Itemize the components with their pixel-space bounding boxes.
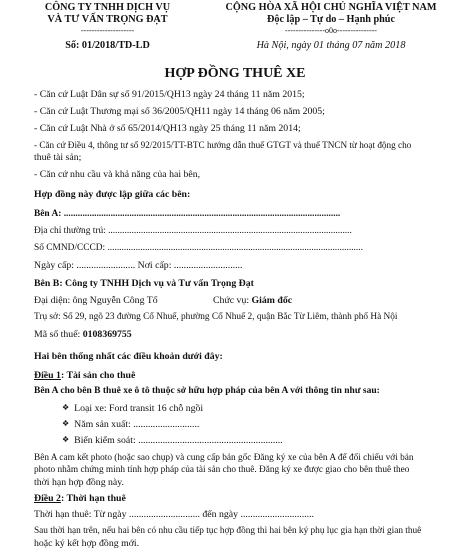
company-name-line1: CÔNG TY TNHH DỊCH VỤ (44, 2, 171, 13)
document-number: Số: 01/2018/TD-LD (65, 40, 150, 51)
article-1-paragraph: Bên A cam kết photo (hoặc sao chụp) và cung cấp bản gốc Đăng ký xe của bên A để đối chiếu với bản (34, 453, 414, 463)
asset-item-text: Loại xe: Ford transit 16 chỗ ngồi (74, 403, 204, 414)
contract-title: HỢP ĐỒNG THUÊ XE (164, 66, 306, 81)
place-and-date: Hà Nội, ngày 01 tháng 07 năm 2018 (256, 40, 406, 51)
company-rule: -------------------- (80, 26, 135, 35)
party-a-heading: Bên A: ...................................................................................................................... (34, 209, 341, 219)
party-b-heading: Bên B: Công ty TNHH Dịch vụ và Tư vấn Trọng Đạt (34, 278, 254, 289)
article-2-term: Thời hạn thuê: Từ ngày ............................. đến ngày .............................. (34, 509, 314, 520)
basis-line: - Căn cứ nhu cầu và khả năng của hai bên, (34, 169, 201, 180)
tax-label: Mã số thuế: (34, 329, 83, 340)
national-rule: ---------------o0o--------------- (285, 26, 377, 35)
article-1-heading (34, 370, 135, 381)
asset-item-text: Biển kiểm soát: ........................................................... (74, 435, 283, 446)
asset-item (62, 435, 283, 446)
article-2-paragraph: hoặc ký kết hợp đồng mới. (34, 538, 140, 549)
agreement-intro: Hai bên thống nhất các điều khoản dưới đây: (34, 351, 223, 362)
role-label: Chức vụ: (213, 295, 252, 306)
basis-line: thuê tài sản; (34, 152, 82, 163)
rep-name: Nguyễn Công Tố (89, 295, 158, 306)
party-b-representative (34, 295, 158, 306)
article-1-title: : Tài sản cho thuê (60, 370, 136, 381)
party-a-issue: Ngày cấp: ........................ Nơi cấp: ............................ (34, 260, 243, 271)
party-b-role (213, 295, 292, 306)
article-2-paragraph: Sau thời hạn trên, nếu hai bên có nhu cầu tiếp tục hợp đồng thì hai bên ký phụ lục gia hạn thời gian thuê (34, 526, 422, 536)
company-name-line2: VÀ TƯ VẤN TRỌNG ĐẠT (47, 14, 168, 25)
parties-intro: Hợp đồng này được lập giữa các bên: (34, 189, 191, 200)
article-1-label: Điều 1 (34, 370, 61, 381)
article-1-paragraph: thời hạn hợp đồng này. (34, 477, 124, 488)
basis-line: - Căn cứ Điều 4, thông tư số 92/2015/TT-BTC hướng dẫn thuế GTGT và thuế TNCN từ hoạt động cho (34, 140, 412, 150)
basis-line: - Căn cứ Luật Dân sự số 91/2015/QH13 ngày 24 tháng 11 năm 2015; (34, 89, 305, 100)
article-2-title: : Thời hạn thuê (60, 493, 126, 504)
asset-item (62, 419, 199, 430)
asset-item-text: Năm sản xuất: ........................... (74, 419, 200, 430)
tax-value: 0108369755 (82, 329, 132, 340)
basis-line: - Căn cứ Luật Thương mại số 36/2005/QH11 ngày 14 tháng 06 năm 2005; (34, 106, 325, 117)
article-2-heading (34, 493, 126, 504)
national-motto: Độc lập – Tự do – Hạnh phúc (267, 14, 395, 25)
party-a-id: Số CMND/CCCD: ............................................................................................................. (34, 243, 363, 253)
article-1-lead: Bên A cho bên B thuê xe ô tô thuộc sở hữu hợp pháp của bên A với thông tin như sau: (34, 386, 380, 396)
article-2-label: Điều 2 (34, 493, 61, 504)
party-b-address: Trụ sở: Số 29, ngõ 23 đường Cổ Nhuế, phường Cổ Nhuế 2, quận Bắc Từ Liêm, thành phố Hà Nội (34, 312, 398, 322)
role-value: Giám đốc (251, 295, 293, 306)
party-a-address: Địa chỉ thường trú: ........................................................................................................ (34, 226, 352, 236)
article-1-paragraph: photo nhằm chứng minh tính hợp pháp của tài sản cho thuê. Đăng ký xe được giao cho bên thuê theo (34, 465, 410, 475)
basis-line: - Căn cứ Luật Nhà ở số 65/2014/QH13 ngày 25 tháng 11 năm 2014; (34, 123, 301, 134)
national-title: CỘNG HÒA XÃ HỘI CHỦ NGHĨA VIỆT NAM (225, 2, 437, 13)
rep-label: Đại diện: ông (34, 295, 90, 306)
party-b-tax (34, 329, 132, 340)
asset-item (62, 403, 203, 414)
